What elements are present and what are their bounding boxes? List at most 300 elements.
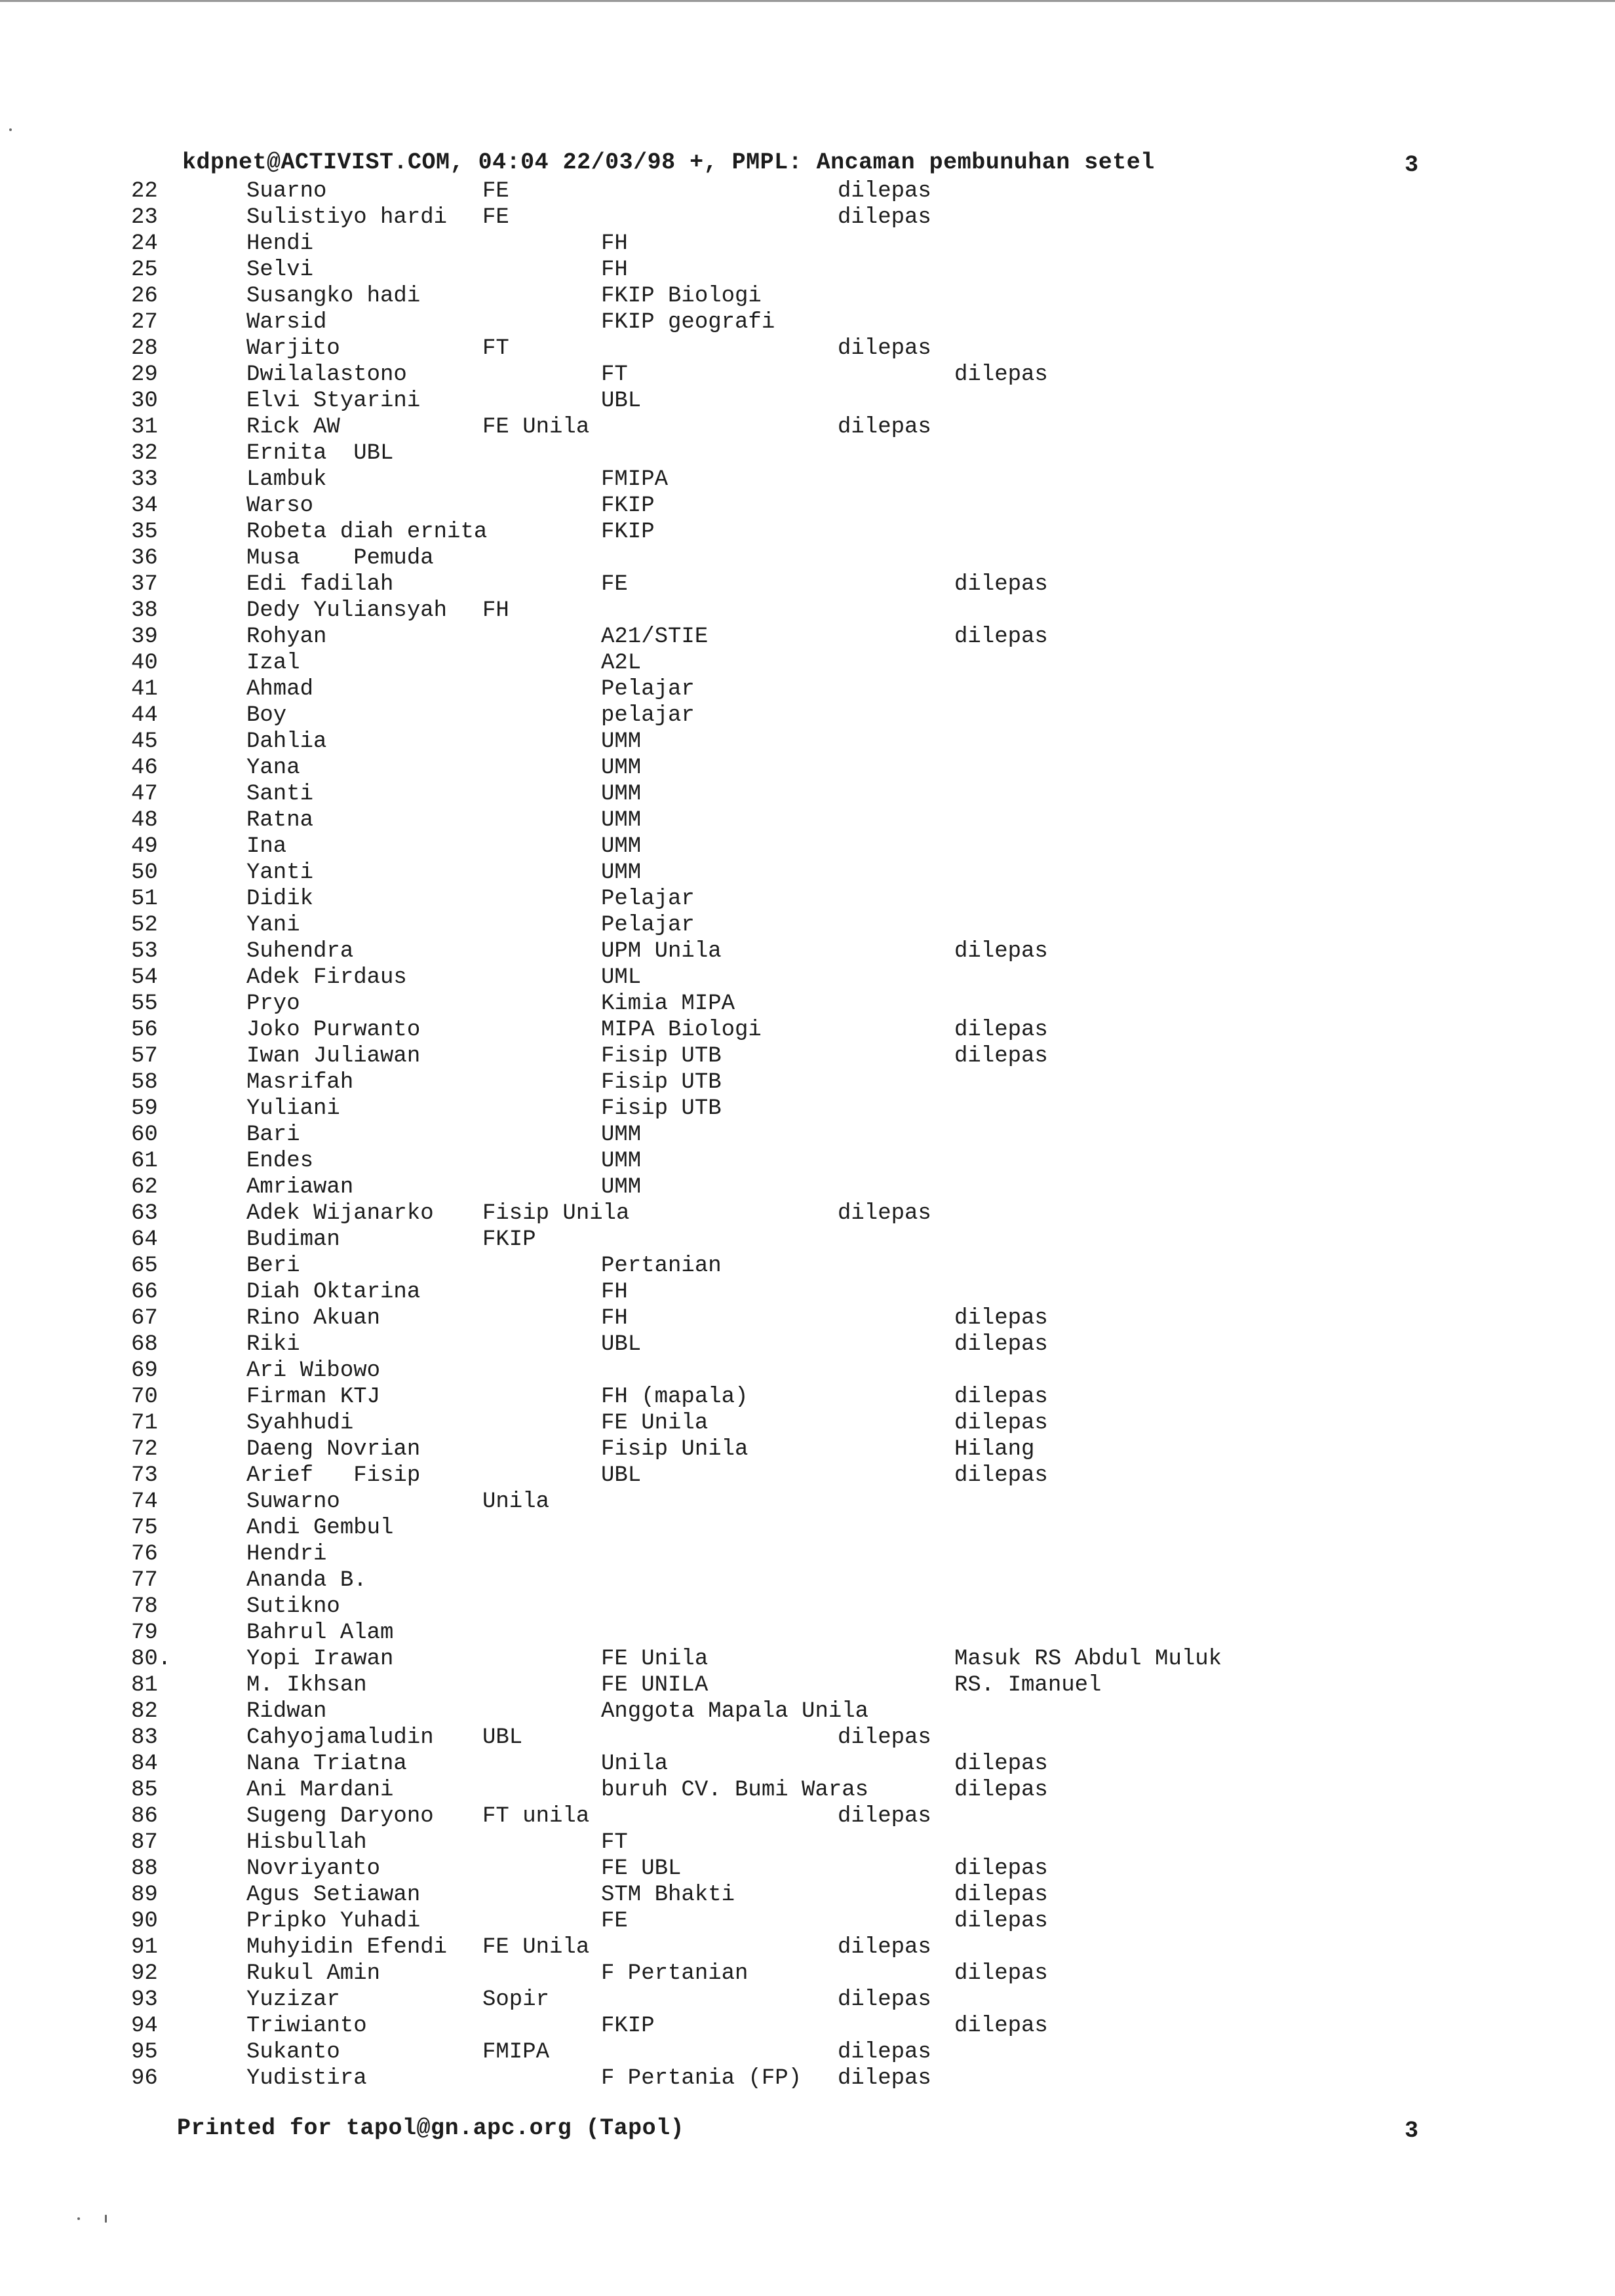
list-row [0, 1069, 1615, 1096]
row-name: Boy [246, 703, 287, 728]
row-field-b: Pertanian [601, 1253, 722, 1278]
row-number: 31 [131, 415, 158, 440]
list-row [0, 860, 1615, 886]
list-row [0, 1698, 1615, 1725]
row-status-d: dilepas [954, 1306, 1048, 1331]
list-row [0, 467, 1615, 493]
row-field-b: UMM [601, 808, 642, 833]
row-number: 52 [131, 913, 158, 938]
row-number: 67 [131, 1306, 158, 1331]
row-status-d: dilepas [954, 939, 1048, 964]
row-field-b: UPM Unila [601, 939, 722, 964]
row-number: 84 [131, 1751, 158, 1776]
row-number: 59 [131, 1096, 158, 1121]
row-name: Robeta diah ernita [246, 520, 488, 545]
row-field-a: FKIP [482, 1227, 536, 1252]
row-field-b: A2L [601, 651, 642, 676]
list-row [0, 1227, 1615, 1253]
row-number: 82 [131, 1699, 158, 1724]
row-number: 77 [131, 1568, 158, 1593]
row-name: Andi Gembul [246, 1516, 394, 1540]
row-field-b: UMM [601, 1175, 642, 1200]
scan-top-edge [0, 0, 1615, 2]
list-row [0, 1436, 1615, 1463]
row-status-c: dilepas [838, 1725, 931, 1750]
row-status-d: dilepas [954, 1044, 1048, 1069]
list-row [0, 1594, 1615, 1620]
row-number: 96 [131, 2066, 158, 2091]
row-number: 47 [131, 782, 158, 807]
row-name: Ernita UBL [246, 441, 394, 466]
row-name: Bahrul Alam [246, 1620, 394, 1645]
row-number: 81 [131, 1673, 158, 1698]
row-field-b: Fisip UTB [601, 1044, 722, 1069]
row-field-b: buruh CV. Bumi Waras [601, 1778, 869, 1803]
list-row [0, 624, 1615, 650]
row-number: 94 [131, 2014, 158, 2038]
row-status-c: dilepas [838, 1804, 931, 1829]
list-row [0, 598, 1615, 624]
row-number: 56 [131, 1018, 158, 1043]
row-name: Edi fadilah [246, 572, 394, 597]
row-number: 88 [131, 1856, 158, 1881]
list-row [0, 1961, 1615, 1987]
row-name: Endes [246, 1149, 314, 1174]
row-name: Selvi [246, 258, 314, 282]
row-number: 44 [131, 703, 158, 728]
row-name: Arief Fisip [246, 1463, 421, 1488]
row-number: 45 [131, 729, 158, 754]
row-field-b: FH [601, 1280, 628, 1305]
row-status-c: dilepas [838, 205, 931, 230]
row-number: 40 [131, 651, 158, 676]
row-status-d: dilepas [954, 1856, 1048, 1881]
list-row [0, 571, 1615, 598]
row-name: Muhyidin Efendi [246, 1935, 448, 1960]
row-name: Musa Pemuda [246, 546, 434, 571]
list-row [0, 650, 1615, 676]
row-number: 29 [131, 362, 158, 387]
list-row [0, 1725, 1615, 1751]
row-name: Yudistira [246, 2066, 367, 2091]
row-number: 22 [131, 179, 158, 204]
row-name: Ani Mardani [246, 1778, 394, 1803]
list-row [0, 1148, 1615, 1174]
row-field-a: FH [482, 598, 509, 623]
row-status-d: dilepas [954, 1961, 1048, 1986]
row-status-c: dilepas [838, 2040, 931, 2065]
row-name: Yana [246, 756, 300, 780]
row-field-b: UMM [601, 1122, 642, 1147]
row-name: Rohyan [246, 624, 327, 649]
row-name: Dwilalastono [246, 362, 407, 387]
row-field-b: F Pertania (FP) [601, 2066, 802, 2091]
list-row [0, 178, 1615, 204]
row-field-b: Unila [601, 1751, 669, 1776]
row-number: 95 [131, 2040, 158, 2065]
row-status-d: dilepas [954, 1411, 1048, 1436]
row-field-b: FH [601, 258, 628, 282]
row-number: 64 [131, 1227, 158, 1252]
list-row [0, 493, 1615, 519]
row-number: 25 [131, 258, 158, 282]
row-number: 37 [131, 572, 158, 597]
row-number: 26 [131, 284, 158, 309]
row-name: Cahyojamaludin [246, 1725, 434, 1750]
list-row [0, 991, 1615, 1017]
row-number: 55 [131, 991, 158, 1016]
row-name: Warso [246, 493, 314, 518]
row-field-b: Kimia MIPA [601, 991, 735, 1016]
row-name: Diah Oktarina [246, 1280, 421, 1305]
row-field-b: Pelajar [601, 887, 695, 911]
row-name: Ahmad [246, 677, 314, 702]
list-row [0, 781, 1615, 807]
row-field-a: FT [482, 336, 509, 361]
row-status-d: dilepas [954, 2014, 1048, 2038]
list-row [0, 938, 1615, 965]
row-name: Sulistiyo hardi [246, 205, 448, 230]
list-row [0, 886, 1615, 912]
row-status-d: dilepas [954, 1018, 1048, 1043]
row-field-b: Fisip UTB [601, 1070, 722, 1095]
row-name: Nana Triatna [246, 1751, 407, 1776]
row-status-d: dilepas [954, 624, 1048, 649]
list-row [0, 1803, 1615, 1829]
row-status-c: dilepas [838, 1987, 931, 2012]
list-row [0, 362, 1615, 388]
row-name: Yanti [246, 860, 314, 885]
row-status-c: dilepas [838, 336, 931, 361]
row-name: Joko Purwanto [246, 1018, 421, 1043]
row-field-b: UMM [601, 834, 642, 859]
row-field-b: FKIP [601, 2014, 655, 2038]
row-field-a: UBL [482, 1725, 523, 1750]
list-row [0, 1200, 1615, 1227]
row-number: 54 [131, 965, 158, 990]
row-number: 50 [131, 860, 158, 885]
print-footer: Printed for tapol@gn.apc.org (Tapol) [177, 2115, 685, 2141]
row-name: Novriyanto [246, 1856, 381, 1881]
row-number: 41 [131, 677, 158, 702]
row-status-d: Hilang [954, 1437, 1035, 1462]
row-field-a: FE Unila [482, 1935, 590, 1960]
row-number: 72 [131, 1437, 158, 1462]
row-name: Budiman [246, 1227, 340, 1252]
row-name: Sukanto [246, 2040, 340, 2065]
list-row [0, 1096, 1615, 1122]
row-number: 63 [131, 1201, 158, 1226]
list-row [0, 1305, 1615, 1331]
row-number: 69 [131, 1358, 158, 1383]
row-field-b: FH (mapala) [601, 1385, 749, 1409]
row-field-b: FH [601, 1306, 628, 1331]
list-row [0, 1856, 1615, 1882]
row-field-b: UBL [601, 389, 642, 413]
row-field-a: Fisip Unila [482, 1201, 630, 1226]
list-row [0, 729, 1615, 755]
row-name: Hendri [246, 1542, 327, 1567]
row-status-d: dilepas [954, 362, 1048, 387]
row-field-b: FE UBL [601, 1856, 682, 1881]
row-name: Yuzizar [246, 1987, 340, 2012]
row-number: 83 [131, 1725, 158, 1750]
row-field-b: FMIPA [601, 467, 669, 492]
list-row [0, 335, 1615, 362]
list-row [0, 1515, 1615, 1541]
row-number: 76 [131, 1542, 158, 1567]
row-status-c: dilepas [838, 2066, 931, 2091]
row-name: Didik [246, 887, 314, 911]
list-row [0, 2039, 1615, 2065]
row-status-d: dilepas [954, 1909, 1048, 1934]
row-field-a: FMIPA [482, 2040, 550, 2065]
row-name: Hisbullah [246, 1830, 367, 1855]
row-name: Hendi [246, 231, 314, 256]
list-row [0, 755, 1615, 781]
row-number: 92 [131, 1961, 158, 1986]
list-row [0, 1882, 1615, 1908]
row-field-b: Fisip UTB [601, 1096, 722, 1121]
row-status-d: dilepas [954, 1751, 1048, 1776]
list-row [0, 309, 1615, 335]
email-header: kdpnet@ACTIVIST.COM, 04:04 22/03/98 +, PMPL: Ancaman pembunuhan setel [182, 149, 1155, 176]
row-number: 80. [131, 1647, 172, 1672]
row-number: 48 [131, 808, 158, 833]
row-field-b: STM Bhakti [601, 1883, 735, 1907]
row-field-b: Pelajar [601, 677, 695, 702]
row-field-b: UBL [601, 1332, 642, 1357]
row-name: Susangko hadi [246, 284, 421, 309]
row-name: Dedy Yuliansyah [246, 598, 448, 623]
row-field-a: Sopir [482, 1987, 550, 2012]
row-name: Yopi Irawan [246, 1647, 394, 1672]
row-field-a: Unila [482, 1489, 550, 1514]
row-name: Sugeng Daryono [246, 1804, 434, 1829]
row-field-b: F Pertanian [601, 1961, 749, 1986]
row-field-b: UMM [601, 860, 642, 885]
list-row [0, 545, 1615, 571]
list-row [0, 414, 1615, 440]
row-field-b: FKIP [601, 493, 655, 518]
row-number: 23 [131, 205, 158, 230]
list-row [0, 1279, 1615, 1305]
scan-speck [105, 2215, 107, 2223]
row-field-b: FH [601, 231, 628, 256]
list-row [0, 2065, 1615, 2092]
list-row [0, 257, 1615, 283]
list-row [0, 1829, 1615, 1856]
row-field-a: FE [482, 205, 509, 230]
row-field-b: UBL [601, 1463, 642, 1488]
row-number: 75 [131, 1516, 158, 1540]
list-row [0, 1751, 1615, 1777]
scan-speck [9, 128, 12, 131]
list-row [0, 1017, 1615, 1043]
row-field-a: FT unila [482, 1804, 590, 1829]
row-number: 33 [131, 467, 158, 492]
row-number: 87 [131, 1830, 158, 1855]
row-name: Yuliani [246, 1096, 340, 1121]
row-field-a: FE Unila [482, 415, 590, 440]
row-field-b: FE [601, 1909, 628, 1934]
row-name: Syahhudi [246, 1411, 354, 1436]
row-name: M. Ikhsan [246, 1673, 367, 1698]
list-row [0, 1672, 1615, 1698]
row-field-b: UMM [601, 1149, 642, 1174]
list-row [0, 833, 1615, 860]
list-row [0, 204, 1615, 231]
list-row [0, 440, 1615, 467]
row-name: Ina [246, 834, 287, 859]
row-number: 68 [131, 1332, 158, 1357]
list-row [0, 1646, 1615, 1672]
row-field-b: pelajar [601, 703, 695, 728]
row-name: Ridwan [246, 1699, 327, 1724]
row-number: 86 [131, 1804, 158, 1829]
list-row [0, 1174, 1615, 1200]
list-row [0, 283, 1615, 309]
row-name: Warsid [246, 310, 327, 335]
list-row [0, 2013, 1615, 2039]
row-field-b: FE [601, 572, 628, 597]
list-row [0, 1987, 1615, 2013]
list-row [0, 231, 1615, 257]
list-row [0, 807, 1615, 833]
row-number: 78 [131, 1594, 158, 1619]
row-number: 53 [131, 939, 158, 964]
row-number: 90 [131, 1909, 158, 1934]
row-status-d: RS. Imanuel [954, 1673, 1102, 1698]
row-name: Masrifah [246, 1070, 354, 1095]
list-row [0, 1122, 1615, 1148]
scan-speck [77, 2217, 80, 2220]
list-row [0, 1253, 1615, 1279]
list-row [0, 1410, 1615, 1436]
row-number: 49 [131, 834, 158, 859]
row-number: 32 [131, 441, 158, 466]
list-row [0, 1463, 1615, 1489]
row-field-b: MIPA Biologi [601, 1018, 762, 1043]
row-name: Agus Setiawan [246, 1883, 421, 1907]
list-row [0, 1043, 1615, 1069]
row-field-b: Pelajar [601, 913, 695, 938]
row-name: Warjito [246, 336, 340, 361]
row-name: Lambuk [246, 467, 327, 492]
row-name: Rick AW [246, 415, 340, 440]
list-row [0, 676, 1615, 702]
page-number-bottom: 3 [1405, 2118, 1419, 2144]
row-number: 39 [131, 624, 158, 649]
row-number: 46 [131, 756, 158, 780]
row-number: 36 [131, 546, 158, 571]
row-number: 57 [131, 1044, 158, 1069]
row-name: Adek Wijanarko [246, 1201, 434, 1226]
row-field-b: A21/STIE [601, 624, 709, 649]
row-name: Ratna [246, 808, 314, 833]
row-number: 73 [131, 1463, 158, 1488]
row-status-d: dilepas [954, 1883, 1048, 1907]
row-number: 66 [131, 1280, 158, 1305]
row-name: Pryo [246, 991, 300, 1016]
row-name: Rino Akuan [246, 1306, 381, 1331]
row-status-d: dilepas [954, 1463, 1048, 1488]
list-row [0, 1358, 1615, 1384]
row-number: 79 [131, 1620, 158, 1645]
row-status-d: dilepas [954, 1385, 1048, 1409]
row-name: Triwianto [246, 2014, 367, 2038]
row-field-b: FKIP geografi [601, 310, 775, 335]
row-status-c: dilepas [838, 1201, 931, 1226]
row-number: 65 [131, 1253, 158, 1278]
list-row [0, 965, 1615, 991]
row-name: Suhendra [246, 939, 354, 964]
row-field-b: FT [601, 1830, 628, 1855]
row-name: Iwan Juliawan [246, 1044, 421, 1069]
row-field-b: Fisip Unila [601, 1437, 749, 1462]
row-number: 93 [131, 1987, 158, 2012]
row-field-b: UML [601, 965, 642, 990]
row-number: 58 [131, 1070, 158, 1095]
row-name: Pripko Yuhadi [246, 1909, 421, 1934]
row-number: 89 [131, 1883, 158, 1907]
row-name: Suwarno [246, 1489, 340, 1514]
list-row [0, 1489, 1615, 1515]
row-number: 85 [131, 1778, 158, 1803]
row-number: 51 [131, 887, 158, 911]
row-status-d: dilepas [954, 572, 1048, 597]
row-number: 71 [131, 1411, 158, 1436]
row-number: 74 [131, 1489, 158, 1514]
row-number: 60 [131, 1122, 158, 1147]
row-status-d: dilepas [954, 1332, 1048, 1357]
list-row [0, 912, 1615, 938]
row-name: Yani [246, 913, 300, 938]
row-number: 91 [131, 1935, 158, 1960]
list-row [0, 1541, 1615, 1567]
row-name: Firman KTJ [246, 1385, 381, 1409]
list-row [0, 1777, 1615, 1803]
row-number: 70 [131, 1385, 158, 1409]
row-field-b: FE Unila [601, 1411, 709, 1436]
row-name: Rukul Amin [246, 1961, 381, 1986]
row-field-a: FE [482, 179, 509, 204]
page-number-top: 3 [1405, 152, 1419, 178]
row-field-b: FT [601, 362, 628, 387]
list-row [0, 519, 1615, 545]
row-name: Amriawan [246, 1175, 354, 1200]
row-name: Santi [246, 782, 314, 807]
list-row [0, 1331, 1615, 1358]
row-name: Riki [246, 1332, 300, 1357]
list-row [0, 702, 1615, 729]
row-field-b: FKIP Biologi [601, 284, 762, 309]
row-name: Dahlia [246, 729, 327, 754]
list-row [0, 1384, 1615, 1410]
row-number: 30 [131, 389, 158, 413]
row-field-b: UMM [601, 756, 642, 780]
row-name: Izal [246, 651, 300, 676]
row-status-d: Masuk RS Abdul Muluk [954, 1647, 1222, 1672]
row-status-c: dilepas [838, 179, 931, 204]
detainee-list [0, 178, 1615, 2092]
row-field-b: UMM [601, 729, 642, 754]
row-status-d: dilepas [954, 1778, 1048, 1803]
row-name: Bari [246, 1122, 300, 1147]
row-field-b: FKIP [601, 520, 655, 545]
row-number: 61 [131, 1149, 158, 1174]
row-name: Beri [246, 1253, 300, 1278]
